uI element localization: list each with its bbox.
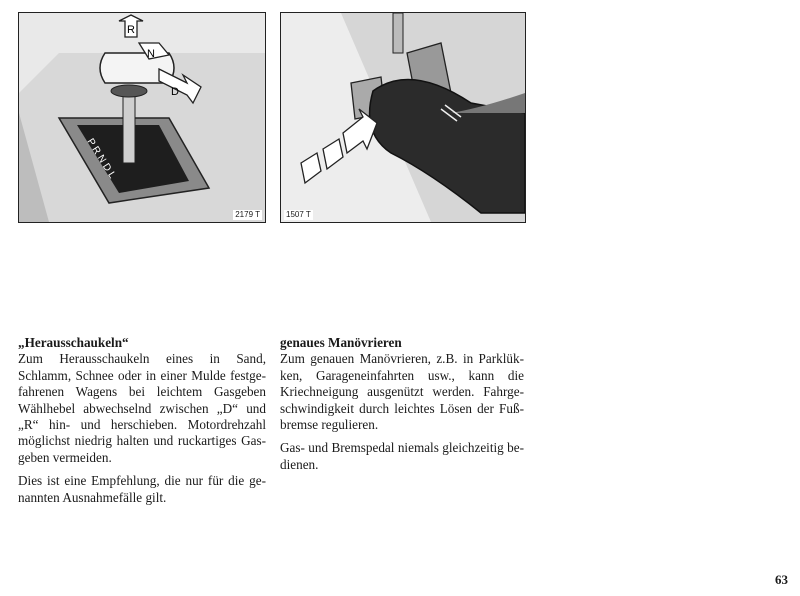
section-heading: genaues Manövrieren <box>280 335 402 350</box>
section-rocking-out <box>18 335 266 513</box>
drive-label: D <box>171 86 179 98</box>
gear-selector-illustration-icon <box>19 13 265 222</box>
brake-pedal-figure <box>280 12 526 223</box>
gear-selector-figure <box>18 12 266 223</box>
paragraph: Gas- und Bremspedal niemals gleichzeitig bedienen. <box>280 440 524 472</box>
paragraph: Zum genauen Manövrieren, z.B. in Parklükken, Garageneinfahrten usw., kann die Kriechneigung ausgenützt werden. Fahrgeschwindigkeit durch leichtes Lösen der Fußbremse regulieren. <box>280 351 524 433</box>
section-heading: „Herausschaukeln“ <box>18 335 129 350</box>
paragraph: Dies ist eine Empfehlung, die nur für die genannten Ausnahmefälle gilt. <box>18 473 266 505</box>
foot-brake-pedal-illustration-icon <box>281 13 525 222</box>
gate-labels: P R N D L <box>84 136 118 181</box>
section-precise-maneuvering <box>280 335 524 480</box>
reverse-label: R <box>127 24 135 36</box>
figure-code: 2179 T <box>235 210 260 219</box>
figure-code: 1507 T <box>286 210 311 219</box>
paragraph: Zum Herausschaukeln eines in Sand, Schlamm, Schnee oder in einer Mulde festgefahrenen Wagens bei leichtem Gasgeben Wählhebel abwechselnd zwischen „D“ und „R“ hin- und herschieben. Motordrehzahl möglichst niedrig halten und ruckartiges Gasgeben vermeiden. <box>18 351 266 465</box>
page-number: 63 <box>775 572 788 587</box>
neutral-label: N <box>147 48 155 60</box>
